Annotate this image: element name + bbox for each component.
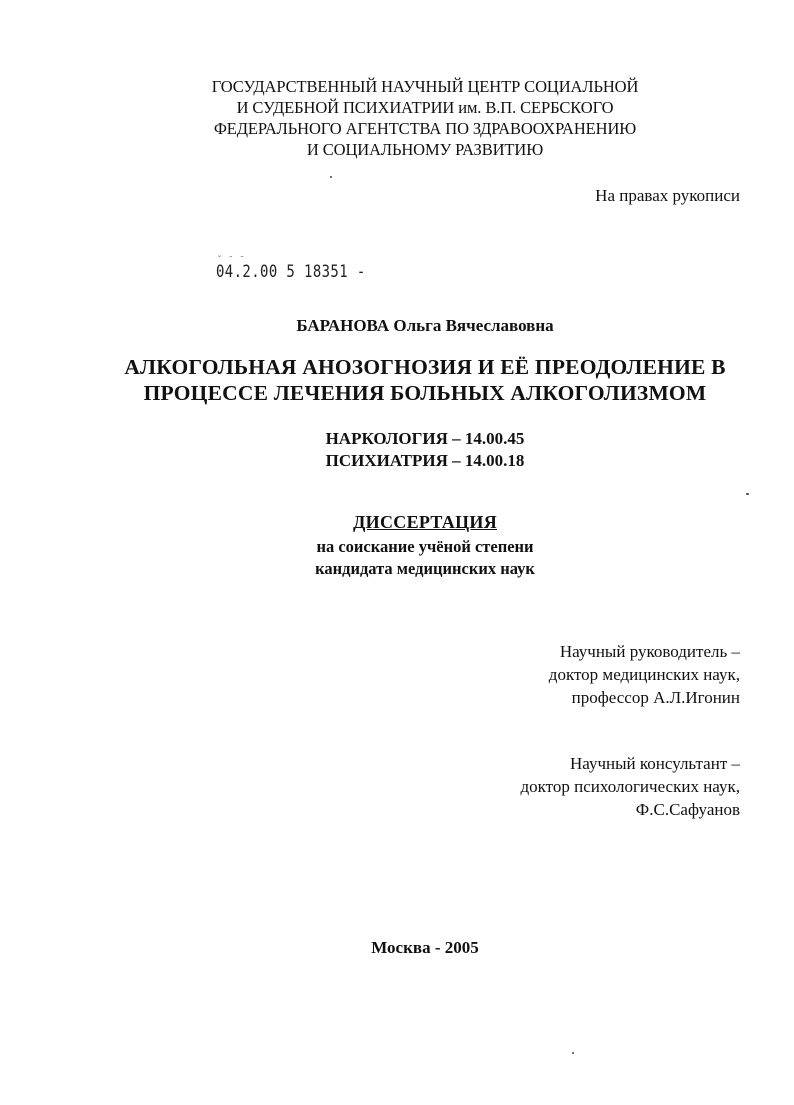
- consultant-line: Научный консультант –: [570, 754, 740, 773]
- scan-speck: [572, 1052, 574, 1054]
- scan-speck: [746, 493, 749, 495]
- manuscript-note: На правах рукописи: [595, 186, 740, 205]
- institution-line: ФЕДЕРАЛЬНОГО АГЕНТСТВА ПО ЗДРАВООХРАНЕНИЮ: [213, 119, 637, 138]
- scientific-supervisor: [549, 640, 740, 709]
- dissertation-label: ДИССЕРТАЦИЯ: [352, 512, 497, 532]
- institution-line: И СОЦИАЛЬНОМУ РАЗВИТИЮ: [306, 140, 544, 159]
- specialty-line: ПСИХИАТРИЯ – 14.00.18: [325, 451, 525, 470]
- consultant-line: Ф.С.Сафуанов: [635, 800, 740, 819]
- degree-line: на соискание учёной степени: [316, 537, 534, 556]
- dissertation-title: [0, 354, 794, 406]
- author-name: БАРАНОВА Ольга Вячеславовна: [296, 316, 554, 335]
- title-line: ПРОЦЕССЕ ЛЕЧЕНИЯ БОЛЬНЫХ АЛКОГОЛИЗМОМ: [143, 381, 707, 405]
- city-and-year: Москва - 2005: [371, 938, 479, 957]
- degree-line: кандидата медицинских наук: [315, 559, 535, 578]
- consultant-line: доктор психологических наук,: [520, 777, 740, 796]
- scan-speck: [330, 176, 332, 178]
- title-line: АЛКОГОЛЬНАЯ АНОЗОГНОЗИЯ И ЕЁ ПРЕОДОЛЕНИЕ В: [124, 355, 726, 379]
- scientific-consultant: [520, 752, 740, 821]
- institution-name: [0, 76, 794, 160]
- supervisor-line: профессор А.Л.Игонин: [571, 688, 740, 707]
- supervisor-line: доктор медицинских наук,: [548, 665, 740, 684]
- institution-line: И СУДЕБНОЙ ПСИХИАТРИИ им. В.П. СЕРБСКОГО: [236, 98, 614, 117]
- supervisor-line: Научный руководитель –: [559, 642, 740, 661]
- library-stamp-number: 04.2.00 5 18351 -: [216, 262, 366, 282]
- specialty-codes: [0, 428, 794, 472]
- institution-line: ГОСУДАРСТВЕННЫЙ НАУЧНЫЙ ЦЕНТР СОЦИАЛЬНОЙ: [211, 77, 639, 96]
- degree-description: [0, 536, 794, 580]
- specialty-line: НАРКОЛОГИЯ – 14.00.45: [325, 429, 525, 448]
- stamp-marks: ˘ ¨ ¨: [218, 254, 247, 264]
